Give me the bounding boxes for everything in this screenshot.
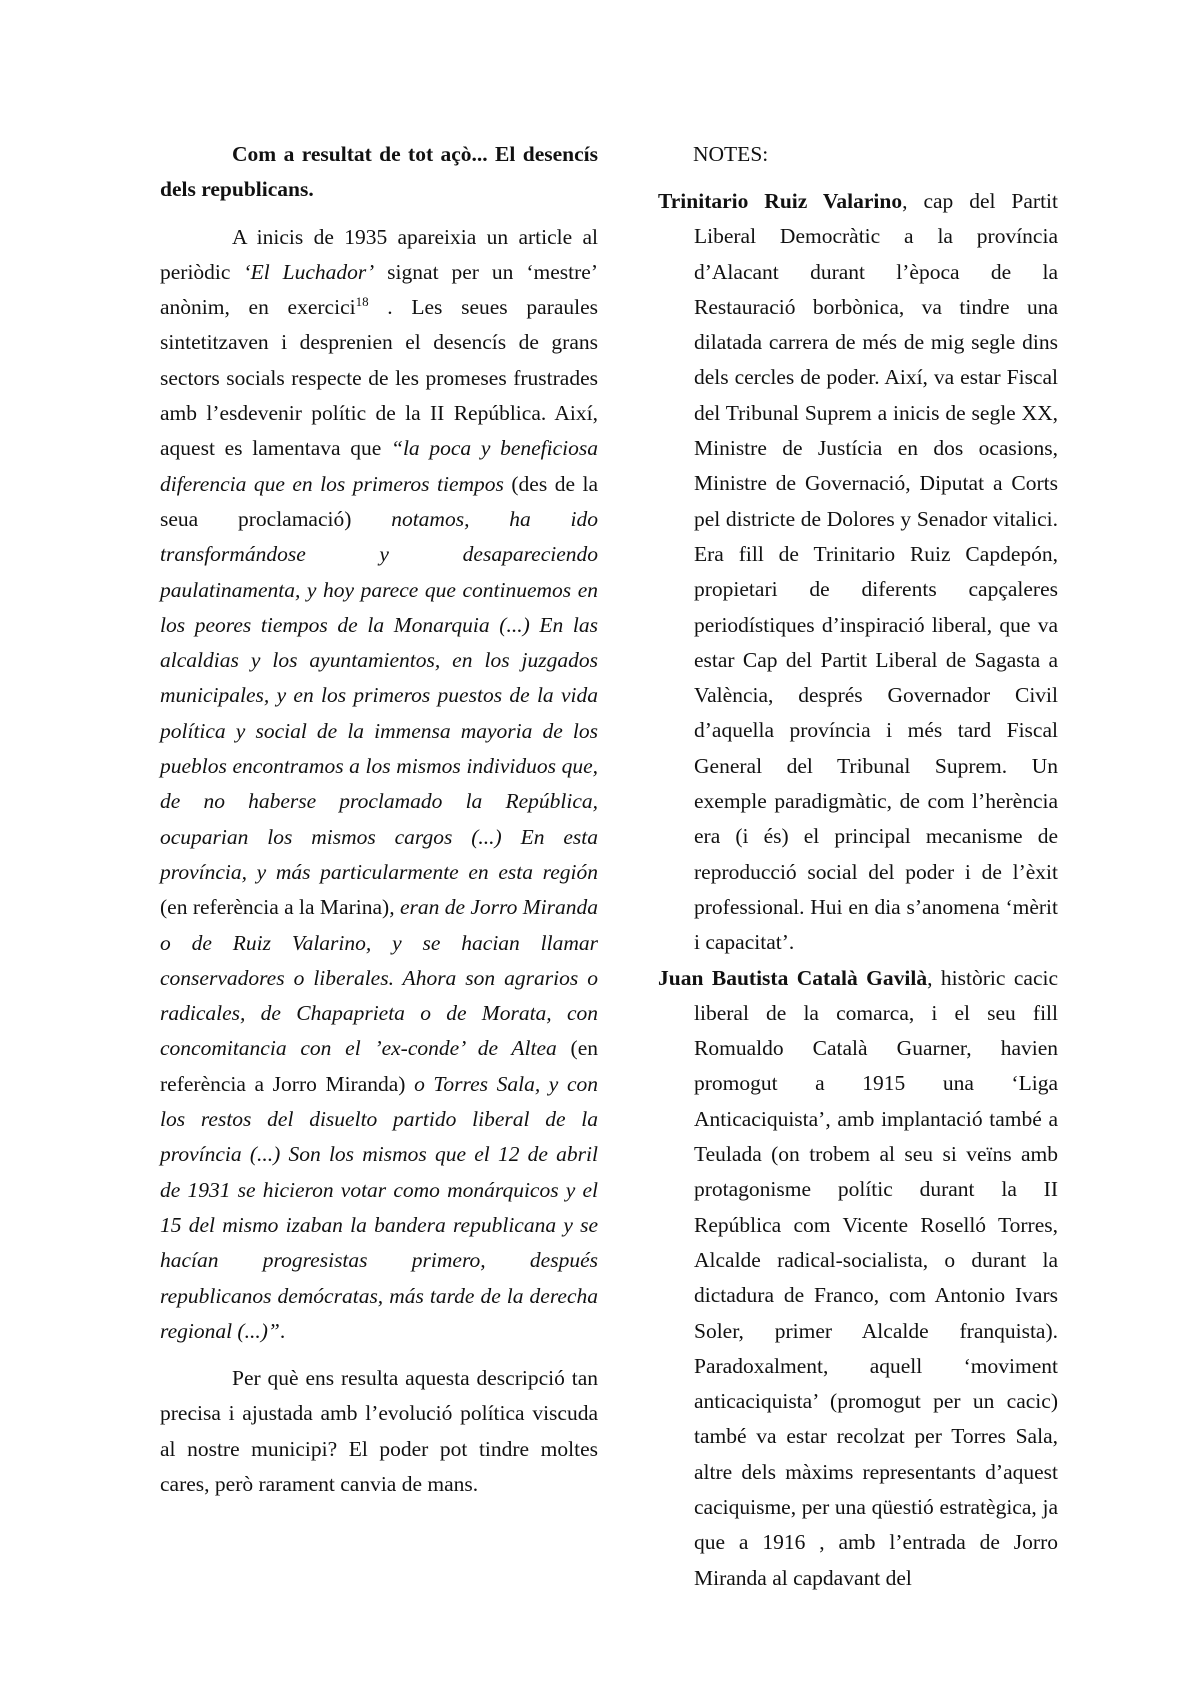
right-column: [658, 137, 1058, 1596]
left-column: [160, 137, 598, 1502]
text-run: .: [279, 1318, 286, 1343]
notes-title: NOTES:: [693, 142, 769, 166]
note-name: Trinitario Ruiz Valarino: [658, 189, 903, 213]
text-run: (en referència a Jorro Miranda): [160, 1036, 599, 1096]
note-text: , històric cacic liberal de la comarca, i el seu fill Romualdo Català Guarner, havien promogut a 1915 una ‘Liga Anticaciquista’, amb implantació també a Teulada (on trobem al seu si veïns amb protagonisme polític durant la II República com Vicente Roselló Torres, Alcalde radical-socialista, o durant la dictadura de Franco, com Antonio Ivars Soler, primer Alcalde franquista). Paradoxalment, aquell ‘moviment anticaciquista’ (promogut per un cacic) també va estar recolzat per Torres Sala, altre dels màxims representants d’aquest caciquisme, per una qüestió estratègica, ja que a 1916 , amb l’entrada de Jorro Miranda al capdavant del: [694, 965, 1058, 1590]
text-run: (des de la seua proclamació): [160, 471, 598, 531]
note-text: , cap del Partit Liberal Democràtic a la província d’Alacant durant l’època de la Restauració borbònica, va tindre una dilatada carrera de més de mig segle dins dels cercles de poder. Així, va estar Fiscal del Tribunal Suprem a inicis de segle XX, Ministre de Justícia en dos ocasions, Ministre de Governació, Diputat a Corts pel districte de Dolores y Senador vitalici. Era fill de Trinitario Ruiz Capdepón, propietari de diferents capçaleres periodístiques d’inspiració liberal, que va estar Cap del Partit Liberal de Sagasta a València, després Governador Civil d’aquella província i més tard Fiscal General del Tribunal Suprem. Un exemple paradigmàtic, de com l’herència era (i és) el principal mecanisme de reproducció social del poder i de l’èxit professional. Hui en dia s’anomena ‘mèrit i capacitat’.: [694, 189, 1059, 955]
note-name: Juan Bautista Català Gavilà: [658, 965, 928, 990]
note-catala-gavila: [658, 961, 1058, 1596]
quote-run: , eran de Jorro Miranda o de Ruiz Valarino, y se hacian llamar conservadores o liberales. Ahora son agrarios o radicales, de Chapaprieta o de Morata, con concomitancia con el ’ex-conde’ de Altea: [160, 895, 598, 1061]
text-run: signat per un ‘mestre’ anònim, en exercici: [160, 259, 598, 320]
paragraph-conclusion: Per què ens resulta aquesta descripció tan precisa i ajustada amb l’evolució política viscuda al nostre municipi? El poder pot tindre moltes cares, però rarament canvia de mans.: [160, 1366, 598, 1496]
text-run: A inicis de 1935 apareixia un article al periòdic: [160, 224, 598, 284]
italic-run: ‘El Luchador’: [243, 259, 375, 284]
section-heading: Com a resultat de tot açò... El desencís dels republicans.: [160, 142, 598, 202]
footnote-marker: 18: [355, 294, 369, 310]
note-ruiz-valarino: [658, 184, 1058, 961]
text-run: . Les seues paraules sintetitzaven i desprenien el desencís de grans sectors socials respecte de les promeses frustrades amb l’esdevenir polític de la II República. Així, aquest es lamentava que: [160, 295, 599, 461]
quote-run: notamos, ha ido transformándose y desapareciendo paulatinamenta, y hoy parece que continuemos en los peores tiempos de la Monarquia (...) En las alcaldias y los ayuntamientos, en los juzgados municipales, y en los primeros puestos de la vida política y social de la immensa mayoria de los pueblos encontramos a los mismos individuos que, de no haberse proclamado la República, ocuparian los mismos cargos (...) En esta província, y más particularmente en esta región: [160, 506, 598, 884]
paragraph-article: [160, 220, 598, 1350]
text-run: (en referència a la Marina): [160, 895, 390, 920]
quote-run: o Torres Sala, y con los restos del disuelto partido liberal de la província (...) Son los mismos que el 12 de abril de 1931 se hicieron votar como monárquicos y el 15 del mismo izaban la bandera republicana y se hacían progresistas primero, después republicanos demócratas, más tarde de la derecha regional (...)”: [160, 1071, 598, 1343]
quote-run: “la poca y beneficiosa diferencia que en los primeros tiempos: [160, 436, 598, 496]
